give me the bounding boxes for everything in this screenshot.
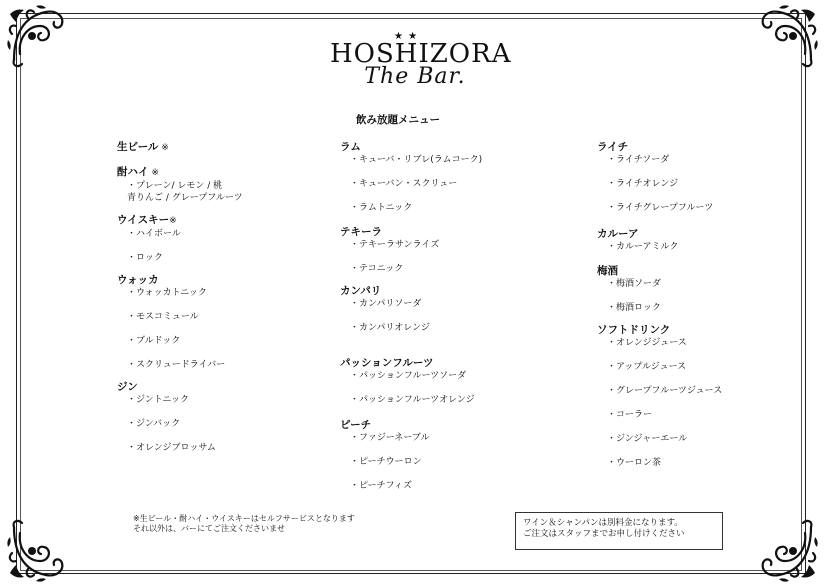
self-service-mark: ※: [148, 168, 159, 178]
menu-item: ・プレーン/ レモン / 桃: [127, 181, 223, 191]
menu-section: [340, 284, 430, 334]
menu-item: ・カルーアミルク: [607, 242, 679, 252]
brand-subtitle: The Bar.: [364, 64, 466, 89]
menu-item: ・ジンジャーエール: [607, 434, 688, 444]
menu-item: ・テコニック: [350, 264, 404, 274]
section-title: [117, 380, 216, 394]
section-title-text: 梅酒: [597, 265, 618, 277]
menu-item: ・ジンバック: [127, 419, 181, 429]
section-title: [340, 284, 430, 298]
menu-item: ・ロック: [127, 253, 163, 263]
menu-item: ・キューバン・スクリュー: [350, 179, 458, 189]
menu-item: ・モスコミュール: [127, 312, 199, 322]
self-service-mark: ※: [169, 216, 177, 226]
note-line: それ以外は、バーにてご注文くださいませ: [133, 524, 285, 533]
menu-item: ・梅酒ソーダ: [607, 279, 662, 289]
menu-section: [340, 418, 430, 492]
section-title-text: カルーア: [597, 228, 639, 240]
menu-section: [117, 273, 225, 371]
brand-name: HOSHIZORA: [330, 39, 512, 69]
section-title-text: テキーラ: [340, 226, 382, 238]
menu-item: ・スクリュードライバー: [127, 360, 226, 370]
menu-item: ・オレンジジュース: [607, 338, 687, 348]
menu-item: ・梅酒ロック: [607, 303, 661, 313]
menu-item: ・ライチソーダ: [607, 155, 670, 165]
section-title: [117, 140, 169, 155]
section-title-text: ラム: [340, 141, 361, 153]
menu-item: ・アップルジュース: [607, 362, 687, 372]
menu-item: ・ライチオレンジ: [607, 179, 679, 189]
menu-item: ・ライチグレープフルーツ: [607, 203, 714, 213]
section-title-text: ピーチ: [340, 419, 372, 431]
menu-section: [597, 227, 678, 253]
section-title-text: ウイスキー: [117, 214, 170, 226]
menu-item: ・キューバ・リブレ(ラムコーク): [350, 155, 483, 165]
section-title: [340, 225, 439, 239]
section-title-text: ライチ: [597, 141, 629, 153]
section-title-text: 生ビール: [117, 141, 159, 153]
section-title: [597, 140, 713, 154]
corner-ornament-icon: [755, 4, 819, 68]
stars-icon: ★ ★: [393, 31, 419, 42]
menu-item: ・グレープフルーツジュース: [607, 386, 723, 396]
wine-notice-box: [515, 512, 723, 550]
menu-section: [117, 165, 243, 204]
menu-item: ・カンパリオレンジ: [350, 323, 430, 333]
section-title: [340, 418, 430, 432]
menu-item: ・ハイボール: [127, 229, 181, 239]
section-title: [597, 323, 722, 337]
menu-item: ・オレンジブロッサム: [127, 443, 216, 453]
menu-item: ・パッションフルーツオレンジ: [350, 395, 475, 405]
menu-item: ・ジントニック: [127, 395, 190, 405]
menu-item: ・コーラー: [607, 410, 653, 420]
corner-ornament-icon: [6, 4, 70, 68]
section-title: [340, 140, 482, 154]
section-title-text: 酎ハイ: [117, 166, 149, 178]
menu-item: ・ブルドック: [127, 336, 181, 346]
menu-item: ・ウォッカトニック: [127, 288, 207, 298]
section-title: [597, 227, 678, 241]
menu-section: [117, 140, 169, 155]
menu-item: ・パッションフルーツソーダ: [350, 371, 467, 381]
section-title: [340, 356, 475, 370]
section-title: [117, 273, 225, 287]
section-title: [117, 165, 243, 180]
section-title-text: カンパリ: [340, 285, 382, 297]
section-title: [117, 213, 181, 228]
menu-item: ・テキーラサンライズ: [350, 240, 440, 250]
menu-item: ・ラムトニック: [350, 203, 413, 213]
self-service-note: [133, 514, 355, 534]
menu-section: [597, 140, 713, 214]
menu-section: [340, 225, 439, 275]
menu-item: ・ファジーネーブル: [350, 433, 430, 443]
note-line: ※生ビール・酎ハイ・ウイスキーはセルフサービスとなります: [133, 514, 355, 523]
menu-section: [597, 264, 661, 314]
menu-section: [340, 356, 475, 406]
menu-item: ・ピーチフィズ: [350, 481, 412, 491]
menu-section: [597, 323, 722, 469]
corner-ornament-icon: [6, 519, 70, 583]
section-title-text: パッションフルーツ: [340, 357, 434, 369]
notice-line: ワイン＆シャンパンは別料金になります。: [523, 518, 683, 528]
menu-section: [117, 380, 216, 454]
notice-line: ご注文はスタッフまでお申し付けください: [523, 529, 685, 539]
corner-ornament-icon: [755, 519, 819, 583]
menu-item: 青りんご / グレープフルーツ: [127, 193, 243, 203]
menu-title: 飲み放題メニュー: [356, 114, 440, 126]
menu-item: ・ピーチウーロン: [350, 457, 422, 467]
section-title-text: ジン: [117, 381, 138, 393]
menu-item: ・ウーロン茶: [607, 458, 662, 468]
menu-item: ・カンパリソーダ: [350, 299, 422, 309]
brand-logo: [330, 31, 512, 89]
self-service-mark: ※: [158, 143, 169, 153]
menu-section: [340, 140, 482, 214]
section-title-text: ウォッカ: [117, 274, 159, 286]
menu-section: [117, 213, 181, 264]
section-title-text: ソフトドリンク: [597, 324, 671, 336]
section-title: [597, 264, 661, 278]
